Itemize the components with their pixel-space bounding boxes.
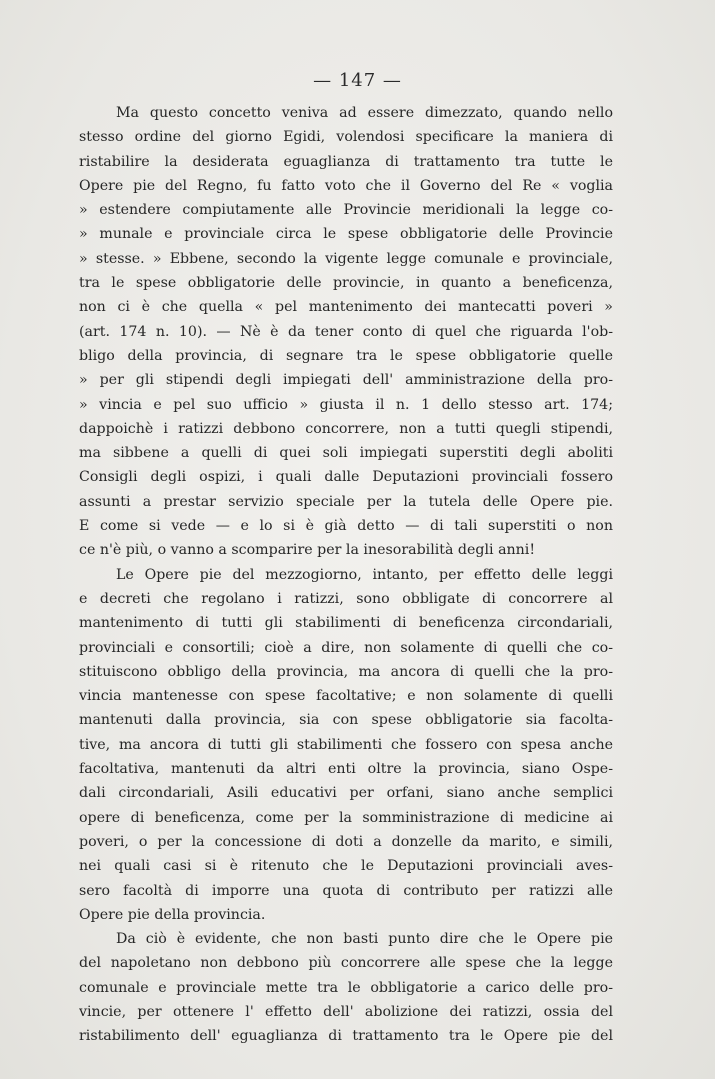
text-line: ce n'è più, o vanno a scomparire per la inesorabilità degli anni! [79,542,536,559]
text-line: dappoichè i ratizzi debbono concorrere, non a tutti quegli stipendi, [79,420,613,437]
text-line: dali circondariali, Asili educativi per orfani, siano anche semplici [79,785,613,802]
text-line: vincia mantenesse con spese facoltative; e non solamente di quelli [79,688,613,705]
text-line: stituiscono obbligo della provincia, ma ancora di quelli che la pro- [79,663,613,680]
text-line: comunale e provinciale mette tra le obbligatorie a carico delle pro- [79,979,613,996]
text-line: » munale e provinciale circa le spese obbligatorie delle Provincie [79,226,613,243]
body-text [79,101,613,1049]
text-line: nei quali casi si è ritenuto che le Deputazioni provinciali aves- [79,858,613,875]
text-line: stesso ordine del giorno Egidi, volendosi specificare la maniera di [79,129,613,146]
text-line: non ci è che quella « pel mantenimento dei mantecatti poveri » [79,299,613,316]
text-line: poveri, o per la concessione di doti a donzelle da marito, e simili, [79,833,613,850]
text-line: » per gli stipendi degli impiegati dell' amministrazione della pro- [79,372,613,389]
text-line: ristabilimento dell' eguaglianza di trattamento tra le Opere pie del [79,1028,613,1045]
text-line: ristabilire la desiderata eguaglianza di trattamento tra tutte le [79,153,613,170]
text-line: (art. 174 n. 10). — Nè è da tener conto di quel che riguarda l'ob- [79,323,613,340]
text-line: provinciali e consortili; cioè a dire, non solamente di quelli che co- [79,639,613,656]
text-line: sero facoltà di imporre una quota di contributo per ratizzi alle [79,882,613,899]
text-line: Da ciò è evidente, che non basti punto dire che le Opere pie [116,931,613,948]
text-line: opere di beneficenza, come per la somministrazione di medicine ai [79,809,613,826]
text-line: Opere pie della provincia. [79,906,266,923]
text-line: » stesse. » Ebbene, secondo la vigente legge comunale e provinciale, [79,250,613,267]
text-line: assunti a prestar servizio speciale per la tutela delle Opere pie. [79,493,613,510]
text-line: Consigli degli ospizi, i quali dalle Deputazioni provinciali fossero [79,469,613,486]
text-line: E come si vede — e lo si è già detto — di tali superstiti o non [79,518,613,535]
text-line: vincie, per ottenere l' effetto dell' abolizione dei ratizzi, ossia del [79,1003,613,1020]
text-line: del napoletano non debbono più concorrere alle spese che la legge [79,955,613,972]
text-line: mantenimento di tutti gli stabilimenti di beneficenza circondariali, [79,615,613,632]
text-line: » vincia e pel suo ufficio » giusta il n. 1 dello stesso art. 174; [79,396,613,413]
text-line: bligo della provincia, di segnare tra le spese obbligatorie quelle [79,347,613,364]
text-line: Le Opere pie del mezzogiorno, intanto, per effetto delle leggi [116,566,613,583]
text-line: » estendere compiutamente alle Provincie meridionali la legge co- [79,202,613,219]
text-line: Ma questo concetto veniva ad essere dimezzato, quando nello [116,105,613,121]
page-number: — 147 — [313,70,402,91]
text-line: tra le spese obbligatorie delle provincie, in quanto a beneficenza, [79,275,613,292]
text-line: Opere pie del Regno, fu fatto voto che il Governo del Re « voglia [79,177,613,194]
text-line: facoltativa, mantenuti da altri enti oltre la provincia, siano Ospe- [79,761,613,778]
text-line: mantenuti dalla provincia, sia con spese obbligatorie sia facolta- [79,712,613,729]
text-line: ma sibbene a quelli di quei soli impiegati superstiti degli aboliti [79,445,613,462]
text-line: tive, ma ancora di tutti gli stabilimenti che fossero con spesa anche [79,736,613,753]
text-line: e decreti che regolano i ratizzi, sono obbligate di concorrere al [79,590,613,607]
